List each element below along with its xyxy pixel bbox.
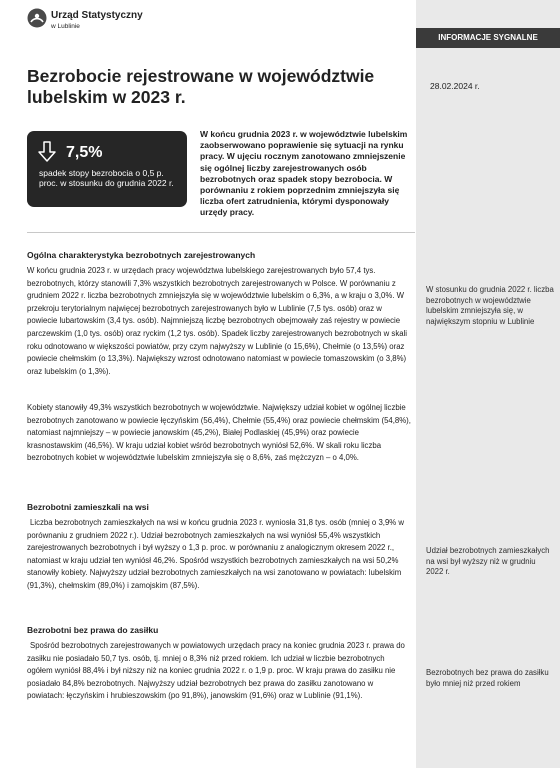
sidebar-note-rural: Udział bezrobotnych zamieszkałych na wsi był wyższy niż w grudniu 2022 r. (426, 546, 550, 577)
arrow-down-icon (37, 141, 57, 163)
section-heading-general: Ogólna charakterystyka bezrobotnych zarejestrowanych (27, 250, 256, 260)
sidebar-note-unemployment: W stosunku do grudnia 2022 r. liczba bezrobotnych w województwie lubelskim zmniejszyła się, w największym stopniu w Lublinie (426, 285, 554, 326)
logo-name: Urząd Statystyczny (51, 10, 143, 21)
logo-subtitle: w Lublinie (51, 23, 80, 30)
sidebar-note-no-benefit: Bezrobotnych bez prawa do zasiłku było mniej niż przed rokiem (426, 668, 549, 688)
highlight-value: 7,5% (66, 144, 103, 161)
paragraph-general-1: W końcu grudnia 2023 r. w urzędach pracy województwa lubelskiego zarejestrowanych było 57,4 tys. bezrobotnych, którzy stanowili 7,3% wszystkich bezrobotnych zarejestrowanych w Polsce. W porównaniu z grudniem 2022 r. liczba bezrobotnych zmniejszyła się w województwie lubelskim o 6,3%, a w kraju o 3,0%. W przekroju terytorialnym najwięcej bezrobotnych zarejestrowanych było w Lublinie (7,5 tys. osób) oraz w powiecie lubartowskim (3,4 tys. osób). Najmniejszą liczbę bezrobotnych obejmowały zaś rejestry w powiecie parczewskim (1,0 tys. osób) oraz ryckim (1,2 tys. osób). Spadek liczby zarejestrowanych bezrobotnych w skali roku odnotowano w większości powiatów, przy czym najwyższy w Lublinie (o 15,6%), Chełmie (o 13,5%) oraz powiecie chełmskim (o 13,3%). Największy wzrost odnotowano natomiast w powiecie tomaszowskim (o 3,8%) oraz lubelskim (o 1,3%). (27, 266, 408, 376)
logo-mark-icon (27, 8, 47, 28)
section-heading-rural: Bezrobotni zamieszkali na wsi (27, 502, 149, 512)
page-title: Bezrobocie rejestrowane w województwie lubelskim w 2023 r. (27, 66, 375, 107)
paragraph-general-2: Kobiety stanowiły 49,3% wszystkich bezrobotnych w województwie. Największy udział kobiet w ogólnej liczbie bezrobotnych zanotowano w powiecie łęczyńskim (56,4%), Chełmie (55,4%) oraz powiecie chełmskim (54,8%), natomiast najmniejszy – w powiecie janowskim (45,2%), Białej Podlaskiej (45,9%) oraz powiecie krasnostawskim (46,5%). W kraju udział kobiet wśród bezrobotnych wyniósł 52,6%. W skali roku liczba bezrobotnych kobiet w województwie lubelskim zmniejszyła się o 8,6%, zaś mężczyzn – o 4,0%. (27, 403, 411, 463)
section-heading-no-benefit: Bezrobotni bez prawa do zasiłku (27, 625, 159, 635)
logo (27, 8, 147, 36)
paragraph-no-benefit: Spośród bezrobotnych zarejestrowanych w powiatowych urzędach pracy na koniec grudnia 2023 r. prawa do zasiłku nie posiadało 50,7 tys. osób, tj. mniej o 8,3% niż przed rokiem. Ich udział w liczbie bezrobotnych ogółem wyniósł 88,4% i był niższy niż na koniec grudnia 2022 r. o 1,9 p. proc. W kraju prawa do zasiłku nie posiadało 84,8% bezrobotnych. Najwyższy udział bezrobotnych bez prawa do zasiłku zanotowano w powiatach: łęczyńskim i hrubieszowskim (po 91,8%), janowskim (91,6%) oraz w Lublinie (91,1%). (27, 641, 405, 701)
publication-date: 28.02.2024 r. (430, 81, 480, 91)
highlight-description: spadek stopy bezrobocia o 0,5 p. proc. w stosunku do grudnia 2022 r. (39, 168, 174, 188)
highlight-box (27, 131, 187, 207)
publication-type-badge: INFORMACJE SYGNALNE (416, 28, 560, 48)
lead-paragraph: W końcu grudnia 2023 r. w województwie lubelskim zaobserwowano poprawienie się sytuacji na rynku pracy. W ujęciu rocznym zanotowano zmniejszenie się ogólnej liczby zarejestrowanych osób bezrobotnych oraz spadek stopy bezrobocia. W porównaniu z rokiem poprzednim zmniejszyła się liczba ofert zatrudnienia, którymi dysponowały urzędy pracy. (200, 129, 408, 218)
paragraph-rural: Liczba bezrobotnych zamieszkałych na wsi w końcu grudnia 2023 r. wyniosła 31,8 tys. osób (mniej o 3,9% w porównaniu z grudniem 2022 r.). Udział bezrobotnych zamieszkałych na wsi wyniósł 55,4% wszystkich zarejestrowanych bezrobotnych i był wyższy o 1,3 p. proc. w porównaniu z analogicznym okresem 2022 r., natomiast w kraju udział ten wyniósł 46,2%. Spośród wszystkich bezrobotnych zamieszkałych na wsi 50,2% stanowiły kobiety. Najwyższy udział bezrobotnych zamieszkałych na wsi zanotowano w powiatach: lubelskim (91,3%), chełmskim (89,0%) i zamojskim (87,5%). (27, 518, 405, 590)
separator-line (27, 232, 415, 233)
sidebar-panel (416, 0, 560, 768)
